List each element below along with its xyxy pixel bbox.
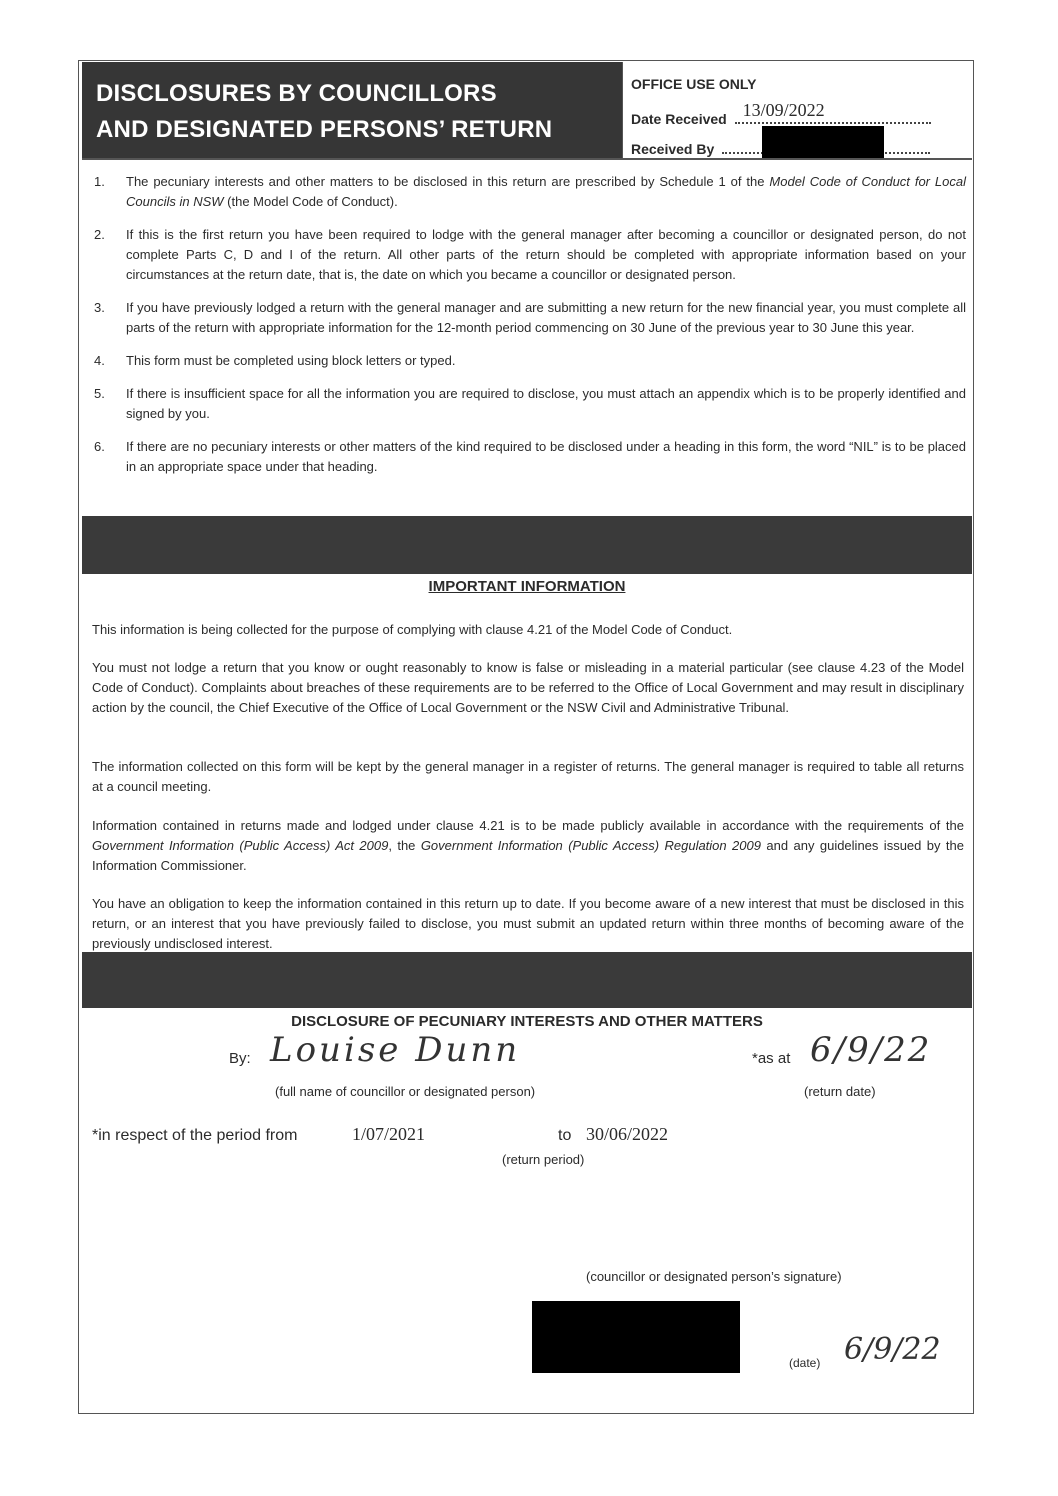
received-by-label: Received By — [631, 141, 715, 157]
important-paragraph-3: The information collected on this form will be kept by the general manager in a register of returns. The general manager is required to table all returns at a council meeting. — [92, 759, 964, 794]
instruction-notes — [92, 172, 966, 490]
name-caption: (full name of councillor or designated person) — [275, 1084, 536, 1099]
period-from-value: 1/07/2021 — [352, 1124, 426, 1144]
date-received-label: Date Received — [631, 111, 727, 127]
form-title-line-2: AND DESIGNATED PERSONS’ RETURN — [96, 116, 553, 143]
note-item: 4. This form must be completed using block letters or typed. — [94, 353, 456, 368]
councillor-name-handwritten: Louise Dunn — [270, 1030, 521, 1070]
office-use-heading: OFFICE USE ONLY — [631, 76, 757, 92]
by-label: By: — [229, 1050, 251, 1067]
period-caption: (return period) — [502, 1152, 585, 1167]
important-paragraph-5: You have an obligation to keep the information contained in this return up to date. If you become aware of a new interest that must be disclosed in this return, or an interest that you have previously failed to disclose, you must submit an updated return within three months of becoming aware of the previously undisclosed interest. — [92, 896, 964, 951]
form-title-block — [82, 62, 622, 158]
disclosure-heading: DISCLOSURE OF PECUNIARY INTERESTS AND OTHER MATTERS — [291, 1013, 763, 1030]
note-item: 5. If there is insufficient space for all the information you are required to disclose, you must attach an appendix which is to be properly identified and signed by you. — [94, 386, 966, 421]
header-divider — [82, 158, 972, 160]
section-divider-band — [82, 516, 972, 574]
date-received-field — [735, 100, 931, 124]
redaction-signature — [532, 1301, 740, 1373]
important-paragraph-1: This information is being collected for the purpose of complying with clause 4.21 of the Model Code of Conduct. — [92, 622, 733, 637]
note-item: 6. If there are no pecuniary interests or other matters of the kind required to be disclosed under a heading in this form, the word “NIL” is to be placed in an appropriate space under that heading. — [94, 439, 966, 474]
note-item: 2. If this is the first return you have been required to lodge with the general manager after becoming a councillor or designated person, do not complete Parts C, D and I of the return. All other parts of the return should be completed with appropriate information based on your circumstances at the return date, that is, the date on which you became a councillor or designated person. — [94, 227, 966, 282]
redaction-received-by — [762, 126, 884, 158]
date-label: (date) — [789, 1356, 821, 1370]
return-date-handwritten: 6/9/22 — [810, 1030, 932, 1070]
return-date-caption: (return date) — [804, 1084, 876, 1099]
as-at-label: *as at — [752, 1050, 791, 1067]
signature-date-handwritten: 6/9/22 — [844, 1332, 941, 1367]
important-paragraph-2: You must not lodge a return that you know or ought reasonably to know is false or misleading in a material particular (see clause 4.23 of the Model Code of Conduct). Complaints about breaches of these requirements are to be referred to the Office of Local Government and may result in disciplinary action by the council, the Chief Executive of the Office of Local Government or the NSW Civil and Administrative Tribunal. — [92, 660, 964, 715]
date-received-value: 13/09/2022 — [742, 100, 825, 120]
note-item: 1. The pecuniary interests and other matters to be disclosed in this return are prescribed by Schedule 1 of the Model Code of Conduct for Local Councils in NSW (the Model Code of Conduct). — [94, 174, 966, 209]
period-to-value: 30/06/2022 — [586, 1124, 669, 1144]
period-to-label: to — [558, 1127, 572, 1144]
date-received-row — [631, 100, 931, 127]
important-information-heading: IMPORTANT INFORMATION — [428, 578, 626, 595]
period-label: *in respect of the period from — [92, 1127, 298, 1144]
signature-caption: (councillor or designated person’s signature) — [586, 1269, 842, 1284]
note-item: 3. If you have previously lodged a return with the general manager and are submitting a new return for the new financial year, you must complete all parts of the return with appropriate information for the 12-month period commencing on 30 June of the previous year to 30 June this year. — [94, 300, 966, 335]
important-paragraph-4: Information contained in returns made and lodged under clause 4.21 is to be made publicly available in accordance with the requirements of the Government Information (Public Access) Act 2009, the Government Information (Public Access) Regulation 2009 and any guidelines issued by the Information Commissioner. — [92, 818, 965, 873]
section-divider-band — [82, 952, 972, 1008]
form-title-line-1: DISCLOSURES BY COUNCILLORS — [96, 80, 497, 107]
